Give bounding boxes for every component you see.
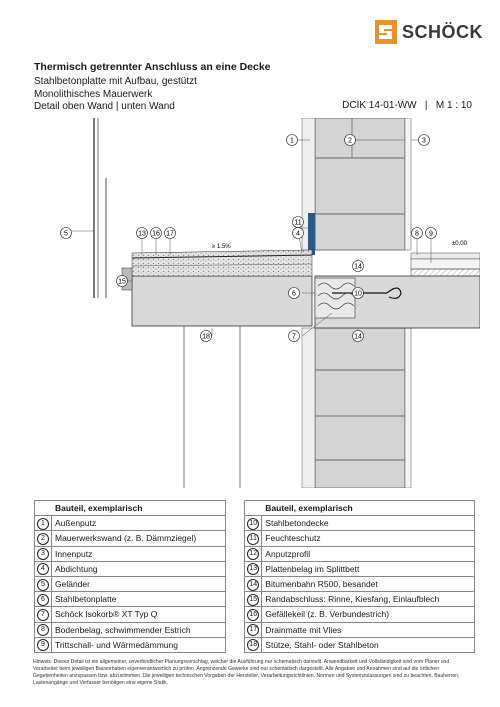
legend-row: 4 Abdichtung 13 Plattenbelag im Splittbett <box>35 561 475 576</box>
callout-6 <box>289 288 300 299</box>
support-column <box>184 326 240 488</box>
svg-text:11: 11 <box>294 219 302 227</box>
lower-masonry-wall <box>302 328 411 488</box>
callout-2 <box>345 135 356 146</box>
disclaimer-note: Hinweis: Dieses Detail ist ein allgemeiner, unverbindlicher Planungsvorschlag, welcher die Ausführung nur schematisch darstellt. Anwendbarkeit und Vollständigkeit sind vom Planer und Verarbeiter beim jeweiligen Bauvorhaben eigenverantwortlich zu prüfen. Angrenzende Gewerke sind nur schematisch dargestellt. Alle Angaben und Annahmen sind auf die örtlichen Gegebenheiten anzupassen bzw. abzustimmen. Die jeweiligen technischen Vorgaben der Hersteller, Verarbeitungsrichtlinien, Normen und Systemzulassungen sind zu beachten. Bauherren, Lastenangänge und Verfasser benötigen eine eigene Statik. <box>33 659 460 686</box>
svg-text:1: 1 <box>290 137 294 145</box>
legend-header-right: Bauteil, exemplarisch <box>245 501 475 516</box>
svg-text:4: 4 <box>296 230 300 238</box>
callout-1 <box>287 135 298 146</box>
callout-4 <box>293 228 304 239</box>
interior-floor-buildup <box>411 253 480 276</box>
svg-text:6: 6 <box>292 290 296 298</box>
callout-5 <box>61 228 72 239</box>
brand-logo <box>375 18 483 46</box>
legend-row: 7 Schöck Isokorb® XT Typ Q 16 Gefällekeil (z. B. Verbundestrich) <box>35 607 475 622</box>
legend-row: 2 Mauerwerkswand (z. B. Dämmziegel) 11 Feuchteschutz <box>35 531 475 546</box>
upper-masonry-wall <box>302 118 411 255</box>
callout-7 <box>289 331 300 342</box>
svg-text:7: 7 <box>292 333 296 341</box>
legend-row: 1 Außenputz 10 Stahlbetondecke <box>35 516 475 531</box>
document-title: Thermisch getrennter Anschluss an eine Decke <box>34 61 271 73</box>
callout-10 <box>353 288 364 299</box>
legend-row: 6 Stahlbetonplatte 15 Randabschluss: Rinne, Kiesfang, Einlaufblech <box>35 592 475 607</box>
callout-13 <box>137 228 148 239</box>
callout-18 <box>201 331 212 342</box>
svg-text:17: 17 <box>166 230 174 238</box>
subtitle-line-2: Monolithisches Mauerwerk <box>34 88 153 100</box>
subtitle-line-1: Stahlbetonplatte mit Aufbau, gestützt <box>34 76 197 87</box>
concrete-slabs <box>132 276 480 328</box>
svg-text:5: 5 <box>64 230 68 238</box>
callout-17 <box>165 228 176 239</box>
brand-name: SCHÖCK <box>402 21 484 42</box>
svg-text:14: 14 <box>354 263 362 271</box>
callout-16 <box>151 228 162 239</box>
svg-text:15: 15 <box>118 278 126 286</box>
legend-header-left: Bauteil, exemplarisch <box>35 501 226 516</box>
callout-3 <box>419 135 430 146</box>
level-label: ±0.00 <box>452 241 467 247</box>
svg-text:8: 8 <box>415 230 419 238</box>
legend-row: 8 Bodenbelag, schwimmender Estrich 17 Drainmatte mit Vlies <box>35 622 475 637</box>
svg-text:2: 2 <box>348 137 352 145</box>
railing <box>94 118 106 298</box>
callout-9 <box>426 228 437 239</box>
callout-11 <box>293 217 304 228</box>
callout-14b <box>353 331 364 342</box>
legend-row: 3 Innenputz 12 Anputzprofil <box>35 546 475 561</box>
callout-14a <box>353 261 364 272</box>
svg-text:10: 10 <box>354 290 362 298</box>
svg-text:14: 14 <box>354 333 362 341</box>
legend-row: 9 Trittschall- und Wärmedämmung 18 Stütze, Stahl- oder Stahlbeton <box>35 637 475 652</box>
legend-header-row <box>35 501 475 516</box>
component-legend <box>34 500 475 653</box>
subtitle-line-3: Detail oben Wand | unten Wand <box>34 101 175 112</box>
slope-label: ≥ 1.5% <box>212 244 231 250</box>
callout-15 <box>117 276 128 287</box>
svg-text:3: 3 <box>422 137 426 145</box>
drawing-reference: DCIK 14-01-WW | M 1 : 10 <box>342 100 472 111</box>
legend-row: 5 Geländer 14 Bitumenbahn R500, besandet <box>35 576 475 591</box>
svg-text:9: 9 <box>429 230 433 238</box>
svg-text:16: 16 <box>152 230 160 238</box>
construction-detail-drawing <box>32 118 480 488</box>
svg-text:18: 18 <box>202 333 210 341</box>
callout-8 <box>412 228 423 239</box>
schoeck-logo-icon <box>375 20 397 44</box>
svg-text:13: 13 <box>138 230 146 238</box>
